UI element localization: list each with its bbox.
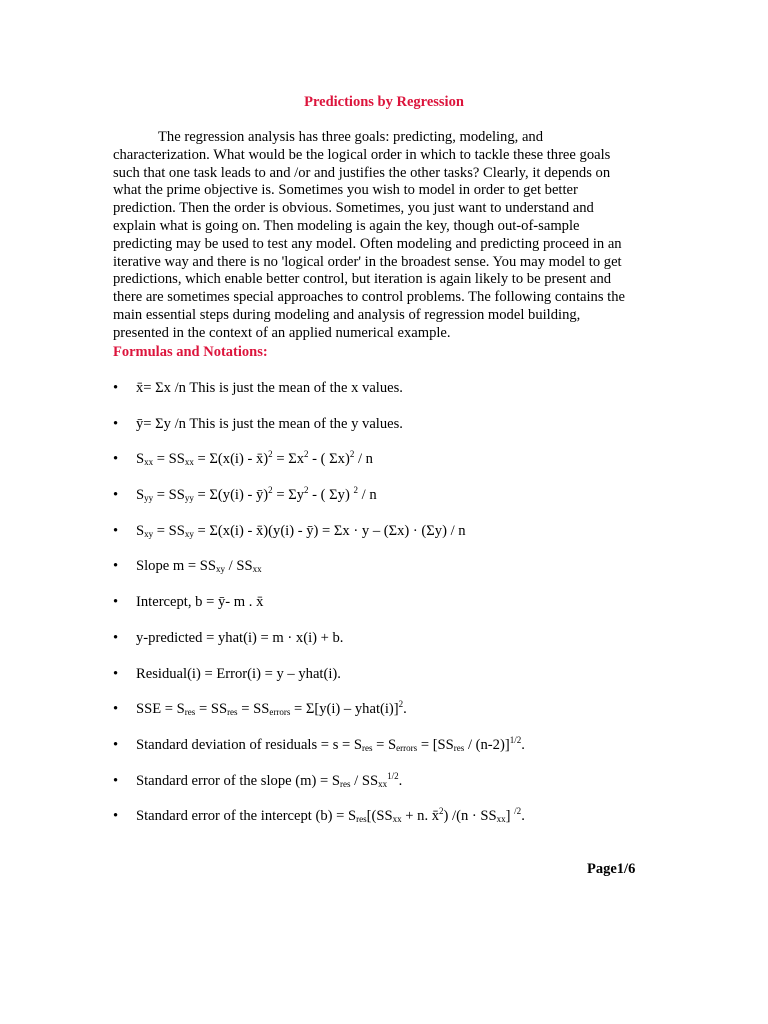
formula-sse [113, 700, 653, 736]
bullet-icon: • [113, 380, 119, 396]
bullet-icon: • [113, 808, 119, 825]
formula-intercept [113, 593, 653, 629]
formula-text: $S_{xx} = SS_{xx} = \Sigma(x(i)$ - x̄)$^2$ = $\Sigma x^2$ - ( Σx)$^2$ / n [136, 449, 373, 468]
formula-text: Slope $m = SS_{xy} / SS_{xx}$ [136, 558, 262, 575]
formula-text: x̄= Σx /n This is just the mean of the x values. [136, 380, 403, 396]
formula-text: SSE = $S_{res} = SS_{res} = SS_{errors} = \Sigma[y(i)$ – yhat(i)]$^2$. [136, 699, 407, 718]
formula-text: ȳ= Σy /n This is just the mean of the y values. [136, 415, 403, 432]
formula-std-error-slope [113, 772, 653, 808]
intro-line: such that one task leads to and /or and justifies the other tasks? Clearly, it depends on [113, 164, 611, 181]
section-heading: Formulas and Notations: [113, 344, 268, 360]
formula-text: Standard error of the slope $(m) = S_{res} / SS_{xx}^{1/2}$. [136, 770, 403, 789]
formula-text: Standard error of the intercept $(b) = S_{res}[(SS_{xx} + n$. x̄$^2$) $/(n \cdot SS_{xx}]$ $^{/2}$. [136, 806, 525, 825]
intro-line: prediction. Then the order is obvious. Sometimes, you just want to understand and [113, 200, 594, 217]
formula-text: Standard deviation of residuals = $s = S_{res} = S_{errors} = [SS_{res} / (n-2)]^{1/2}$. [136, 734, 525, 753]
formula-std-dev-residuals [113, 736, 653, 772]
formula-list [113, 379, 653, 843]
formula-text: $S_{xy} = SS_{xy} = \Sigma(x(i)$ - x̄)(y(i) - ȳ) = Σx · y – (Σx) · (Σy) / n [136, 522, 466, 539]
formula-syy [113, 486, 653, 522]
intro-paragraph [113, 129, 645, 343]
formula-text: Intercept, b = ȳ- m . x̄ [136, 594, 264, 611]
formula-slope [113, 557, 653, 593]
intro-line: there are sometimes special approaches to control problems. The following contains the [113, 289, 625, 306]
intro-line: iterative way and there is no 'logical order' in the broadest sense. You may model to get [113, 253, 622, 270]
formula-mean-y [113, 415, 653, 451]
bullet-icon: • [113, 665, 119, 682]
bullet-icon: • [113, 558, 119, 575]
formula-text: y-predicted = yhat(i) = m · x(i) + b. [136, 629, 344, 646]
intro-line: what the prime objective is. Sometimes you wish to model in order to get better [113, 182, 578, 199]
formula-std-error-intercept [113, 807, 653, 843]
intro-line: predicting may be used to test any model. Often modeling and predicting proceed in an [113, 235, 622, 252]
bullet-icon: • [113, 415, 119, 432]
formula-mean-x [113, 379, 653, 415]
bullet-icon: • [113, 522, 119, 539]
bullet-icon: • [113, 487, 119, 504]
formula-sxy [113, 522, 653, 558]
page-title: Predictions by Regression [304, 94, 464, 110]
bullet-icon: • [113, 629, 119, 646]
formula-text: Residual(i) = Error(i) = y – yhat(i). [136, 665, 341, 682]
intro-line: main essential steps during modeling and analysis of regression model building, [113, 306, 581, 323]
intro-line: The regression analysis has three goals: predicting, modeling, and [158, 129, 544, 145]
intro-line: characterization. What would be the logical order in which to tackle these three goals [113, 146, 611, 163]
formula-y-predicted [113, 629, 653, 665]
bullet-icon: • [113, 736, 119, 753]
intro-line: predictions, which enable better control, but iteration is again likely to be present and [113, 271, 612, 288]
bullet-icon: • [113, 451, 119, 468]
page-number: Page1/6 [587, 861, 636, 877]
bullet-icon: • [113, 594, 119, 611]
formula-text: $S_{yy} = SS_{yy} = \Sigma(y(i)$ - ȳ)$^2$ = $\Sigma y^2$ - ( Σy) $^2$ / n [136, 485, 377, 504]
intro-line: explain what is going on. Then modeling is again the key, though out-of-sample [113, 217, 580, 234]
formula-residual [113, 665, 653, 701]
formula-sxx [113, 450, 653, 486]
bullet-icon: • [113, 701, 119, 718]
intro-line: presented in the context of an applied numerical example. [113, 324, 451, 341]
bullet-icon: • [113, 772, 119, 789]
